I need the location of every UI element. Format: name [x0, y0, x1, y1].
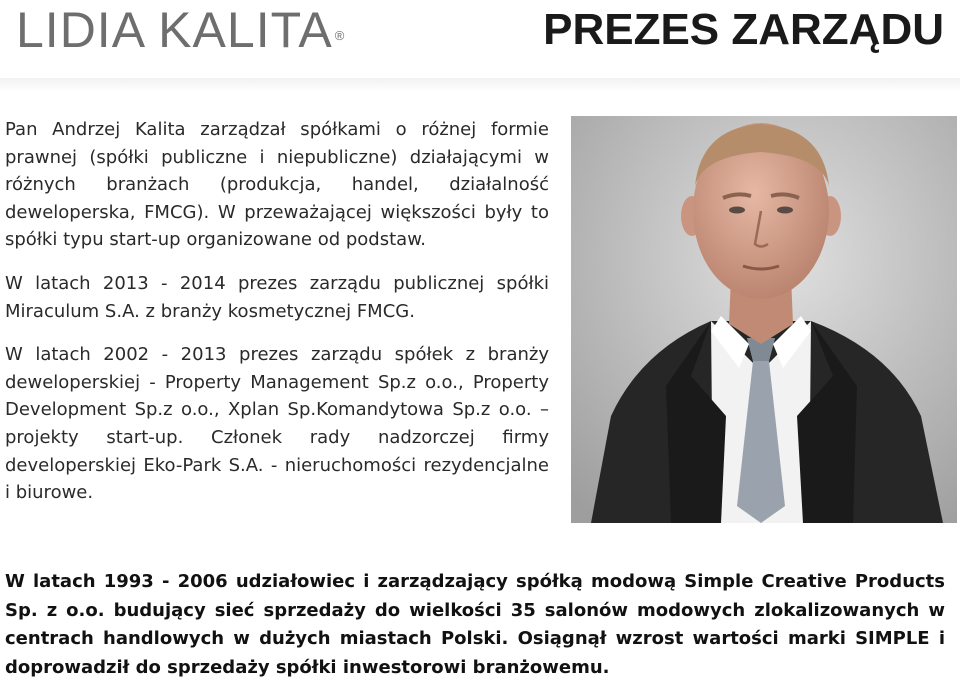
page-title: PREZES ZARZĄDU [543, 5, 944, 54]
bottom-paragraph: W latach 1993 - 2006 udziałowiec i zarządzający spółką modową Simple Creative Products Sp. z o.o. budujący sieć sprzedaży do wielkości 35 salonów modowych zlokalizowanych w centrach handlowych w dużych miastach Polski. Osiągnął wzrost wartości marki SIMPLE i doprowadził do sprzedaży spółki inwestorowi branżowemu. [5, 571, 945, 678]
paragraph-1: Pan Andrzej Kalita zarządzał spółkami o różnej formie prawnej (spółki publiczne i niepubliczne) działającymi w różnych branżach (produkcja, handel, działalność deweloperska, FMCG). W przeważającej większości były to spółki typu start-up organizowane od podstaw. [5, 119, 549, 251]
portrait-illustration [571, 116, 957, 523]
company-logo [16, 2, 345, 58]
biography-text [5, 116, 549, 523]
header-divider [0, 78, 960, 92]
registered-mark: ® [334, 28, 346, 43]
logo-text: LIDIA KALITA [16, 2, 333, 58]
paragraph-3: W latach 2002 - 2013 prezes zarządu spółek z branży deweloperskiej - Property Management Sp.z o.o., Property Development Sp.z o.o., Xplan Sp.Komandytowa Sp.z o.o. – projekty start-up. Członek rady nadzorczej firmy developerskiej Eko-Park S.A. - nieruchomości rezydencjalne i biurowe. [5, 344, 549, 504]
paragraph-2: W latach 2013 - 2014 prezes zarządu publicznej spółki Miraculum S.A. z branży kosmetycznej FMCG. [5, 272, 549, 322]
portrait-photo [571, 116, 957, 523]
